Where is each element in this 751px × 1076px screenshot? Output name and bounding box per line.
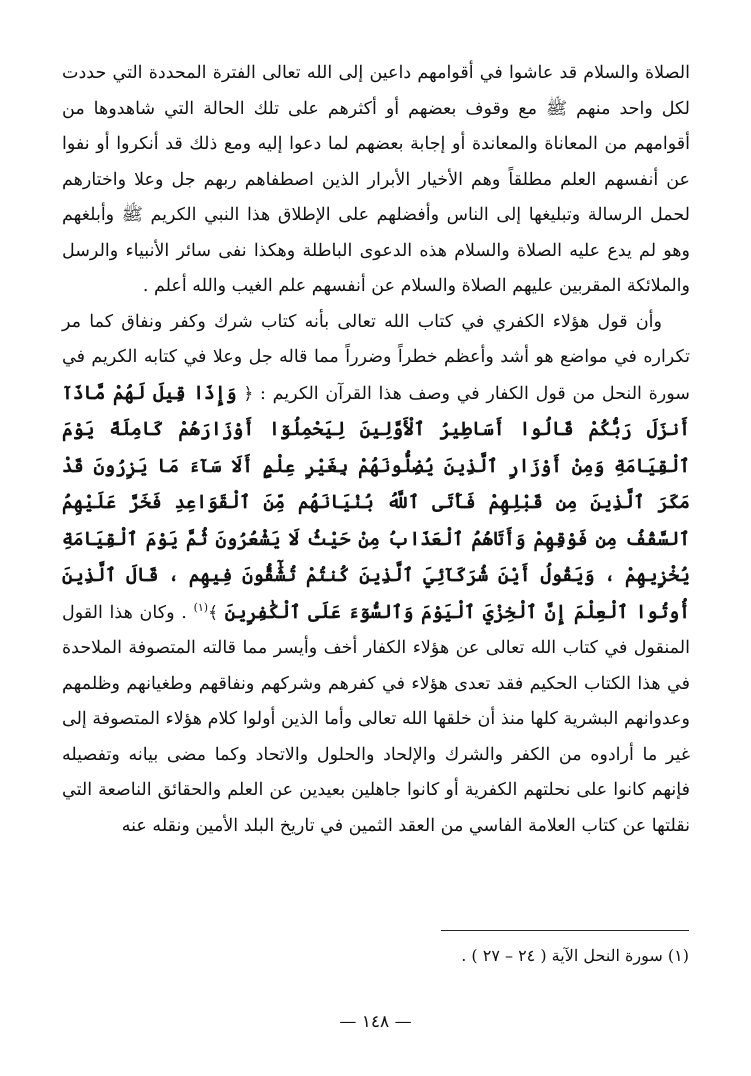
footnote-reference: (١) xyxy=(193,600,209,614)
page-body xyxy=(62,56,690,844)
paragraph-continuation: الصلاة والسلام قد عاشوا في أقوامهم داعين إلى الله تعالى الفترة المحددة التي حددت لكل واحد منهم ﷺ مع وقوف بعضهم أو أكثرهم على تلك الحالة التي شاهدوها من أقوامهم من المعاناة والمعاندة أو إجابة بعضهم لما دعوا إليه ومع ذلك قد أنكروا أو نفوا عن أنفسهم العلم مطلقاً وهم الأخيار الأبرار الذين اصطفاهم ربهم جل وعلا واختارهم لحمل الرسالة وتبليغها إلى الناس وأفضلهم على الإطلاق هذا النبي الكريم ﷺ وأبلغهم وهو لم يدع عليه الصلاة والسلام هذه الدعوى الباطلة وهكذا نفى سائر الأنبياء والرسل والملائكة المقربين عليهم الصلاة والسلام عن أنفسهم علم الغيب والله أعلم . xyxy=(62,63,690,296)
footnote-divider xyxy=(441,930,689,931)
paragraph-main xyxy=(62,305,690,845)
footnote: (١) سورة النحل الآية ( ٢٤ – ٢٧ ) . xyxy=(461,946,689,965)
quran-close-bracket: ﴾ xyxy=(208,602,219,623)
quran-verse: وَإِذَا قِيلَ لَهُمْ مَّاذَآ أَنزَلَ رَبُّكُمْ قَالُوا أَسَاطِيرُ ٱلْأَوَّلِينَ لِيَحْمِلُوٓا أَوْزَارَهُمْ كَامِلَةً يَوْمَ ٱلْقِيَامَةِ وَمِنْ أَوْزَارِ ٱلَّذِينَ يُضِلُّونَهُمْ بِغَيْرِ عِلْمٍ أَلَا سَآءَ مَا يَزِرُونَ قَدْ مَكَرَ ٱلَّذِينَ مِن قَبْلِهِمْ فَأَتَى ٱللَّهُ بُنْيَانَهُم مِّنَ ٱلْقَوَاعِدِ فَخَرَّ عَلَيْهِمُ ٱلسَّقْفُ مِن فَوْقِهِمْ وَأَتَاهُمُ ٱلْعَذَابُ مِنْ حَيْثُ لَا يَشْعُرُونَ ثُمَّ يَوْمَ ٱلْقِيَامَةِ يُخْزِيهِمْ ، وَيَقُولُ أَيْنَ شُرَكَآئِيَ ٱلَّذِينَ كُنتُمْ تُشَٰٓقُّونَ فِيهِم ، قَالَ ٱلَّذِينَ أُوتُوا ٱلْعِلْمَ إِنَّ ٱلْخِزْيَ ٱلْيَوْمَ وَٱلسُّوٓءَ عَلَى ٱلْكَٰفِرِينَ xyxy=(62,382,690,623)
paragraph-intro: وأن قول هؤلاء الكفري في كتاب الله تعالى بأنه كتاب شرك وكفر ونفاق كما مر تكراره في مواضع هو أشد وأعظم خطراً وضرراً مما قاله جل وعلا في كتابه الكريم في سورة النحل من قول الكفار في وصف هذا القرآن الكريم : xyxy=(62,311,690,404)
paragraph-rest: . وكان هذا القول المنقول في كتاب الله تعالى عن هؤلاء الكفار أخف وأيسر مما قالته المتصوفة الملاحدة في هذا الكتاب الحكيم فقد تعدى هؤلاء في كفرهم وشركهم ونفاقهم وطغيانهم وظلمهم وعدوانهم البشرية كلها منذ أن خلقها الله تعالى وأما الذين أولوا كلام هؤلاء المتصوفة إلى غير ما أرادوه من الكفر والشرك والإلحاد والحلول والاتحاد وكما مضى بيانه وتفصيله فإنهم كانوا على نحلتهم الكفرية أو كانوا جاهلين بعيدين عن العلم والحقائق الناصعة التي نقلتها عن كتاب العلامة الفاسي من العقد الثمين في تاريخ البلد الأمين ونقله عنه xyxy=(62,602,690,836)
page-number: — ١٤٨ — xyxy=(339,1012,412,1032)
quran-open-bracket: ﴿ xyxy=(243,383,254,404)
